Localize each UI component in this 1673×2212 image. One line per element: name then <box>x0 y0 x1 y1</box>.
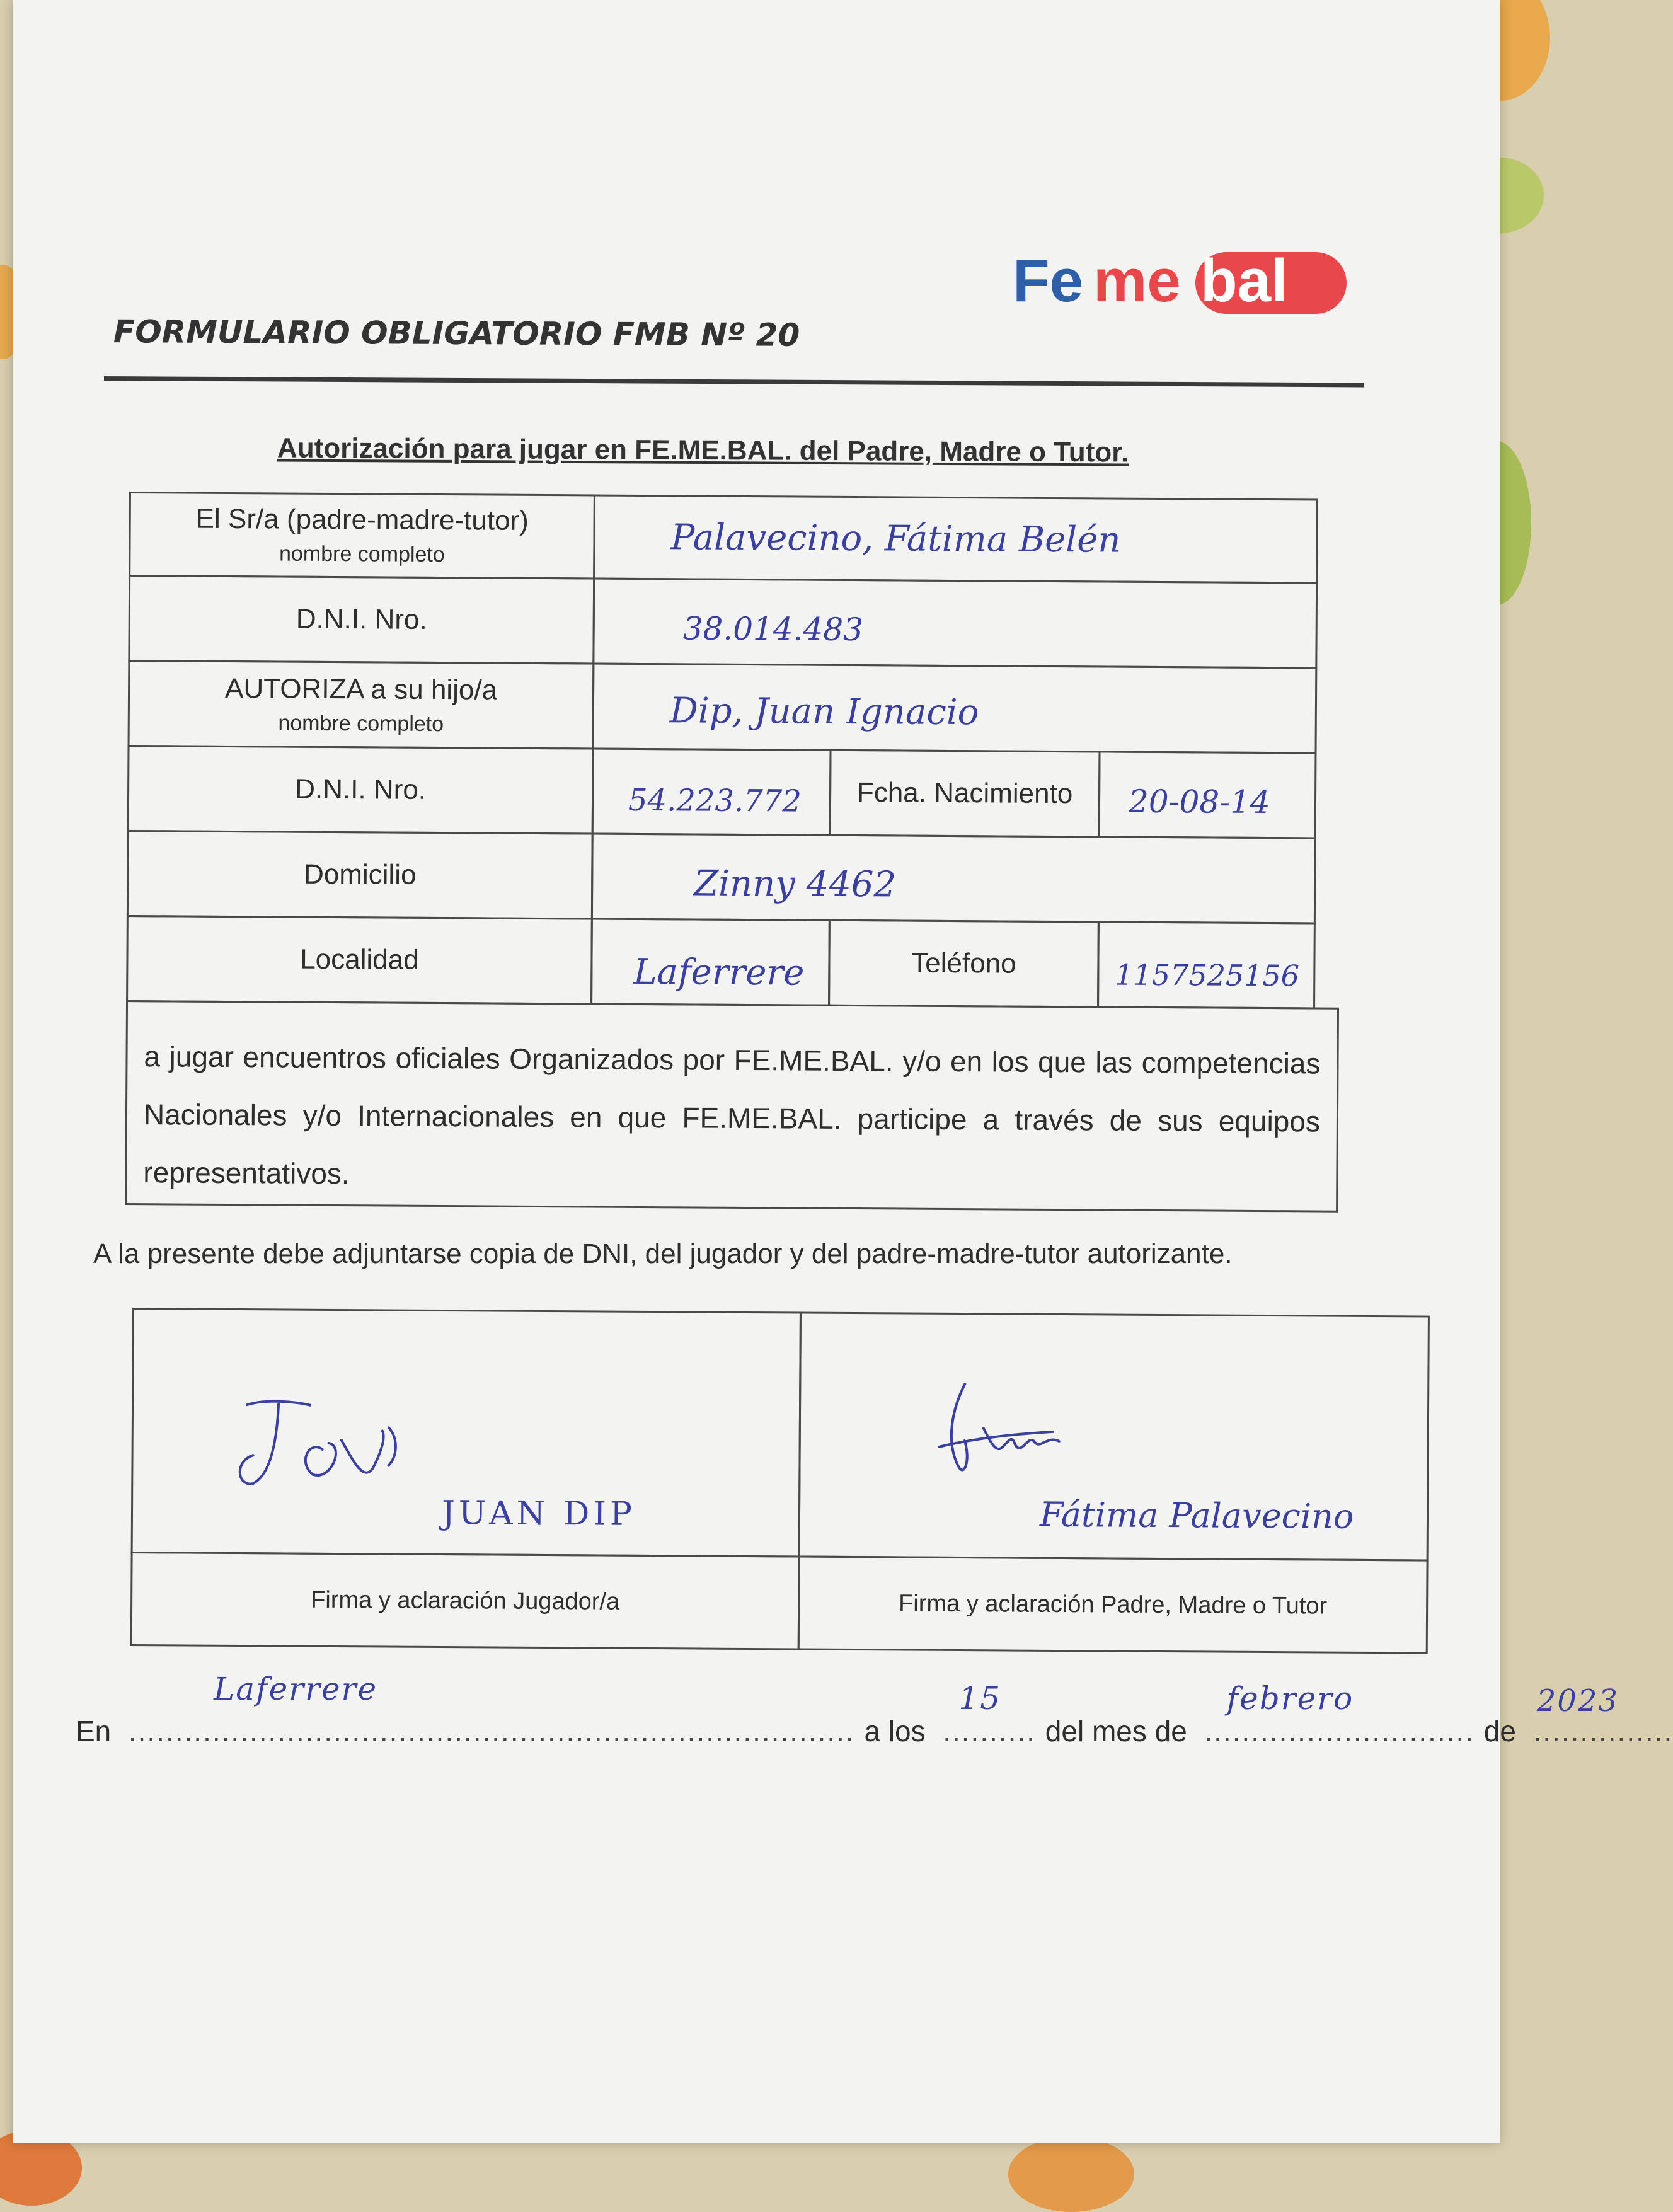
phone-cell <box>1097 921 1316 1009</box>
child-dni-value: 54.223.772 <box>628 782 802 819</box>
year-value: 2023 <box>1536 1683 1619 1719</box>
parent-signature-label-cell <box>798 1555 1429 1654</box>
child-sublabel: nombre completo <box>278 710 444 736</box>
player-signature-label: Firma y aclaración Jugador/a <box>311 1586 620 1615</box>
child-name-cell <box>592 662 1318 754</box>
svg-text:Fe: Fe <box>1013 247 1084 314</box>
place-dots: .............................................................................. Laferrere <box>119 1671 865 1748</box>
place-value: Laferrere <box>214 1671 378 1707</box>
de-label: de <box>1483 1715 1516 1748</box>
phone-value: 1157525156 <box>1115 957 1300 993</box>
child-label: AUTORIZA a su hijo/a <box>224 672 498 706</box>
tutor-dni-value: 38.014.483 <box>682 610 864 648</box>
tutor-dni-label-cell <box>128 575 595 665</box>
locality-cell <box>590 918 831 1006</box>
attachment-note: A la presente debe adjuntarse copia de DNI, del jugador y del padre-madre-tutor autorizante. <box>93 1238 1233 1269</box>
phone-label-cell <box>828 919 1100 1008</box>
year-dots: ............... 2023 <box>1524 1683 1673 1748</box>
child-name-value: Dip, Juan Ignacio <box>669 690 979 734</box>
a-los-label: a los <box>864 1715 926 1748</box>
address-value: Zinny 4462 <box>694 863 897 906</box>
address-label-cell <box>127 830 594 920</box>
parent-signature-label: Firma y aclaración Padre, Madre o Tutor <box>898 1589 1328 1620</box>
month-dots: ............................. febrero <box>1195 1680 1484 1748</box>
parent-signature <box>926 1371 1116 1511</box>
tutor-name-cell <box>593 495 1318 584</box>
parent-clarification: Fátima Palavecino <box>1039 1494 1354 1536</box>
player-signature-label-cell <box>130 1552 800 1650</box>
en-label: En <box>76 1715 112 1748</box>
birth-date-value: 20-08-14 <box>1128 783 1270 821</box>
form-title: FORMULARIO OBLIGATORIO FMB Nº 20 <box>113 313 800 354</box>
birth-date-cell <box>1098 751 1317 839</box>
tutor-label: El Sr/a (padre-madre-tutor) <box>195 503 529 536</box>
birth-label: Fcha. Nacimiento <box>856 777 1073 810</box>
date-line <box>76 1671 1673 1748</box>
child-dni-cell <box>592 747 832 836</box>
tutor-sublabel: nombre completo <box>279 541 445 567</box>
child-dni-label-cell <box>127 745 594 835</box>
child-label-cell <box>128 660 595 750</box>
tutor-dni-cell <box>592 577 1318 669</box>
svg-text:bal: bal <box>1200 247 1288 314</box>
locality-value: Laferrere <box>633 951 805 994</box>
tutor-name-value: Palavecino, Fátima Belén <box>670 517 1121 561</box>
day-dots: .......... 15 <box>933 1680 1045 1748</box>
player-signature-box <box>131 1308 802 1557</box>
tutor-dni-label: D.N.I. Nro. <box>296 603 427 635</box>
locality-label: Localidad <box>300 943 419 976</box>
tutor-label-cell <box>129 492 595 580</box>
day-value: 15 <box>958 1680 1002 1717</box>
birth-label-cell <box>829 749 1101 838</box>
form-subtitle: Autorización para jugar en FE.ME.BAL. del Padre, Madre o Tutor. <box>277 432 1129 468</box>
femebal-logo <box>1011 246 1352 321</box>
background-decoration <box>1008 2136 1134 2212</box>
svg-text:me: me <box>1093 247 1181 314</box>
player-clarification: JUAN DIP <box>441 1494 636 1533</box>
authorization-text: a jugar encuentros oficiales Organizados por FE.ME.BAL. y/o en los que las competencias Nacionales y/o Internacionales en que FE.ME.BAL. participe a través de sus equipos representativos. <box>143 1040 1321 1190</box>
locality-label-cell <box>126 915 593 1005</box>
address-cell <box>591 832 1316 924</box>
mes-label: del mes de <box>1045 1715 1187 1748</box>
address-label: Domicilio <box>303 858 417 890</box>
phone-label: Teléfono <box>911 947 1016 979</box>
parent-signature-box <box>798 1311 1430 1561</box>
child-dni-label: D.N.I. Nro. <box>295 773 427 805</box>
authorization-text-cell <box>125 1000 1339 1213</box>
month-value: febrero <box>1226 1680 1354 1717</box>
